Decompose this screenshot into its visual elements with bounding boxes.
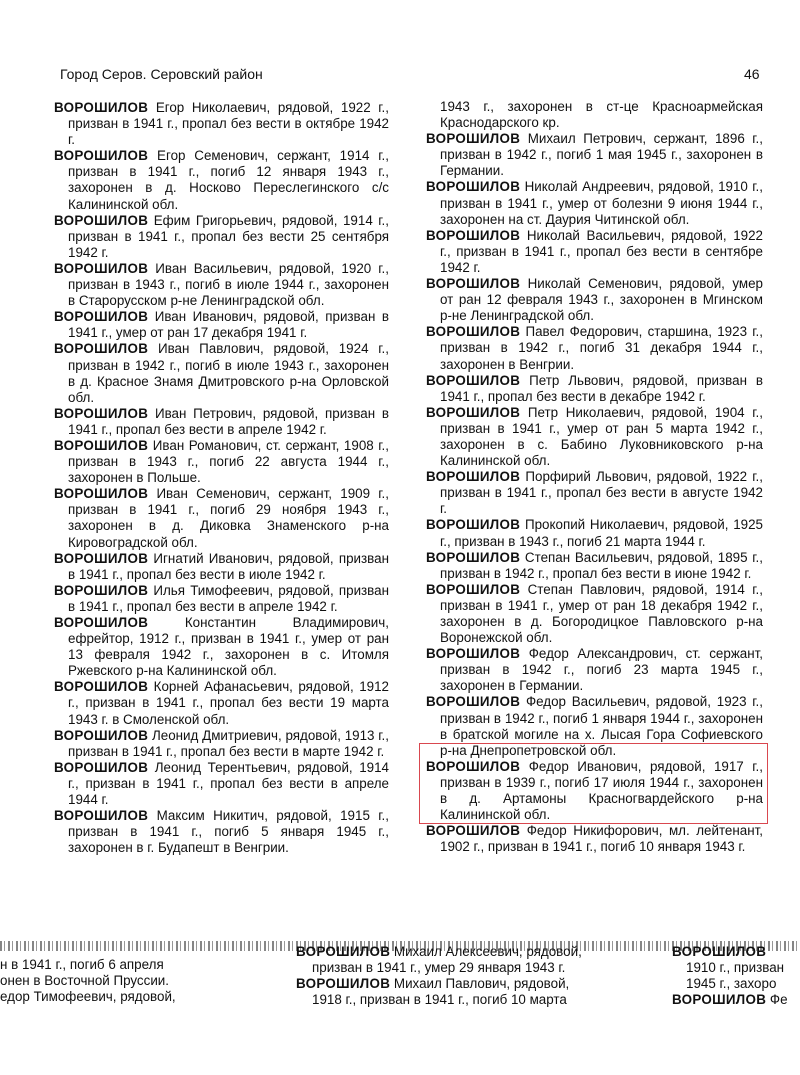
- fragment-line: 1945 г., захоро: [686, 976, 777, 991]
- page-header-title: Город Серов. Серовский район: [60, 66, 263, 82]
- entry: [426, 228, 763, 276]
- fragment-line: онен в Восточной Пруссии.: [0, 973, 170, 988]
- fragment-text: 1918 г., призван в 1941 г., погиб 10 марта: [312, 992, 567, 1007]
- entry-surname: ВОРОШИЛОВ: [54, 100, 149, 115]
- entry: [426, 582, 763, 646]
- entry-surname: ВОРОШИЛОВ: [296, 944, 391, 959]
- fragment-text: Михаил Алексеевич, рядовой,: [393, 944, 582, 959]
- entry: [54, 100, 389, 148]
- entry-surname: ВОРОШИЛОВ: [426, 646, 521, 662]
- entry-text: Порфирий Львович, рядовой, 1922 г., призван в 1941 г., пропал без вести в августе 1942 г.: [440, 469, 763, 517]
- entry-surname: ВОРОШИЛОВ: [54, 212, 149, 228]
- fragment-line: [672, 992, 788, 1008]
- fragment-line: едор Тимофеевич, рядовой,: [0, 989, 176, 1004]
- entry-text: Иван Павлович, рядовой, 1924 г., призван в 1942 г., погиб в июле 1943 г., захоронен в д. Красное Знамя Дмитровского р-на Орловской обл.: [68, 341, 389, 405]
- entry-text: Федор Александрович, ст. сержант, призван в 1942 г., погиб 23 марта 1945 г., захоронен в Германии.: [440, 646, 763, 694]
- entry: [54, 615, 389, 679]
- entry-text: Федор Никифорович, мл. лейтенант, 1902 г., призван в 1941 г., погиб 10 января 1943 г.: [440, 823, 763, 855]
- fragment-text: Михаил Павлович, рядовой,: [393, 976, 570, 991]
- entry-text: Степан Павлович, рядовой, 1914 г., призван в 1941 г., умер от ран 18 декабря 1942 г., захоронен в д. Богородицкое Павловского р-на Воронежской обл.: [440, 581, 763, 646]
- fragment-line: [296, 944, 582, 960]
- entry-surname: ВОРОШИЛОВ: [426, 581, 521, 597]
- entry-surname: ВОРОШИЛОВ: [296, 976, 391, 991]
- entry-text: Ефим Григорьевич, рядовой, 1914 г., призван в 1941 г., пропал без вести 25 сентября 1942 г.: [68, 212, 389, 260]
- entry-surname: ВОРОШИЛОВ: [54, 679, 149, 695]
- right-column: [426, 99, 763, 855]
- bottom-fragment-right: [672, 944, 788, 1008]
- entry-text: Федор Иванович, рядовой, 1917 г., призван в 1939 г., погиб 17 июля 1944 г., захоронен в д. Артамоны Красногвардейского р-на Калининской обл.: [440, 758, 763, 823]
- entry-text: Степан Васильевич, рядовой, 1895 г., призван в 1942 г., пропал без вести в июне 1942 г.: [440, 549, 763, 581]
- entry-continuation: 1943 г., захоронен в ст-це Красноармейская Краснодарского кр.: [440, 99, 763, 131]
- fragment-line: [296, 960, 582, 976]
- entry-surname: ВОРОШИЛОВ: [426, 404, 521, 420]
- entry: [54, 583, 389, 615]
- entry: [54, 309, 389, 341]
- entry-text: Петр Николаевич, рядовой, 1904 г., призван в 1941 г., умер от ран 5 марта 1942 г., захоронен в с. Бабино Луковниковского р-на Калининской обл.: [440, 404, 763, 469]
- entry-surname: ВОРОШИЛОВ: [54, 341, 149, 357]
- entry-surname: ВОРОШИЛОВ: [54, 727, 149, 743]
- entry-text: Леонид Терентьевич, рядовой, 1914 г., призван в 1941 г., пропал без вести в апреле 1944 г.: [68, 759, 389, 808]
- entry-text: Иван Васильевич, рядовой, 1920 г., призван в 1943 г., погиб в июле 1944 г., захоронен в Старорусском р-не Ленинградской обл.: [68, 260, 389, 309]
- entry: [54, 406, 389, 438]
- entry-text: Егор Семенович, сержант, 1914 г., призван в 1941 г., погиб 12 января 1943 г., захоронен в д. Носково Переслегинского с/с Калининской обл.: [68, 148, 389, 212]
- entry-surname: ВОРОШИЛОВ: [54, 550, 149, 566]
- entry-surname: ВОРОШИЛОВ: [54, 148, 149, 164]
- entry-surname: ВОРОШИЛОВ: [54, 260, 149, 276]
- entry: [426, 646, 763, 694]
- entry: [54, 438, 389, 486]
- entry-text: Петр Львович, рядовой, призван в 1941 г., пропал без вести в декабре 1942 г.: [440, 372, 763, 404]
- entry-surname: ВОРОШИЛОВ: [54, 615, 149, 630]
- entry-text: Егор Николаевич, рядовой, 1922 г., призван в 1941 г., пропал без вести в октябре 1942 г.: [68, 100, 389, 148]
- entry-surname: ВОРОШИЛОВ: [54, 309, 149, 325]
- fragment-text: Фе: [769, 992, 788, 1007]
- entry-text: Николай Андреевич, рядовой, 1910 г., призван в 1941 г., умер от болезни 9 июня 1944 г., захоронен на ст. Даурия Читинской обл.: [440, 179, 763, 227]
- entry-surname: ВОРОШИЛОВ: [54, 759, 149, 775]
- bottom-fragment-middle: [296, 944, 582, 1008]
- entry-surname: ВОРОШИЛОВ: [426, 179, 521, 195]
- entry: [54, 213, 389, 261]
- entry: [54, 261, 389, 309]
- entry-text: Игнатий Иванович, рядовой, призван в 1941 г., пропал без вести в июле 1942 г.: [68, 550, 389, 582]
- entry-surname: ВОРОШИЛОВ: [426, 694, 521, 710]
- entry-surname: ВОРОШИЛОВ: [54, 808, 149, 824]
- entry: [54, 808, 389, 856]
- entry-text: Павел Федорович, старшина, 1923 г., призван в 1942 г., погиб 31 декабря 1944 г., захоронен в Венгрии.: [440, 324, 763, 372]
- entry: [54, 486, 389, 550]
- entry-text: Константин Владимирович, ефрейтор, 1912 г., призван в 1941 г., умер от ран 13 февраля 1942 г., захоронен в с. Итомля Ржевского р-на Калининской обл.: [68, 615, 389, 679]
- entry-surname: ВОРОШИЛОВ: [426, 372, 521, 388]
- entry: [426, 550, 763, 582]
- entry-surname: ВОРОШИЛОВ: [426, 549, 521, 565]
- entry-text: Иван Семенович, сержант, 1909 г., призван в 1941 г., погиб 29 ноября 1943 г., захоронен в д. Диковка Знаменского р-на Кировоградской обл.: [68, 486, 389, 550]
- fragment-line: [296, 976, 582, 992]
- entry: [54, 679, 389, 727]
- entry-text: Корней Афанасьевич, рядовой, 1912 г., призван в 1941 г., пропал без вести 19 марта 1943 г. в Смоленской обл.: [68, 679, 389, 727]
- entry: [54, 551, 389, 583]
- entry: [426, 405, 763, 469]
- entry-surname: ВОРОШИЛОВ: [426, 324, 521, 340]
- fragment-text: призван в 1941 г., умер 29 января 1943 г.: [312, 960, 566, 975]
- fragment-line: [672, 944, 788, 960]
- entry: [54, 728, 389, 760]
- entry-text: Илья Тимофеевич, рядовой, призван в 1941 г., пропал без вести в апреле 1942 г.: [68, 582, 389, 614]
- entry-surname: ВОРОШИЛОВ: [54, 405, 149, 421]
- entry-text: Леонид Дмитриевич, рядовой, 1913 г., призван в 1941 г., пропал без вести в марте 1942 г.: [68, 727, 389, 759]
- highlight-box: [419, 743, 768, 824]
- entry-surname: ВОРОШИЛОВ: [426, 758, 521, 774]
- entry-surname: ВОРОШИЛОВ: [672, 944, 767, 959]
- entry-text: Михаил Петрович, сержант, 1896 г., призван в 1942 г., погиб 1 мая 1945 г., захоронен в Германии.: [440, 131, 763, 179]
- entry-surname: ВОРОШИЛОВ: [54, 486, 149, 502]
- entry: [426, 517, 763, 549]
- entry-text: Иван Петрович, рядовой, призван в 1941 г., пропал без вести в апреле 1942 г.: [68, 405, 389, 437]
- entry-surname: ВОРОШИЛОВ: [426, 823, 521, 839]
- entry: [426, 276, 763, 324]
- entry-text: Максим Никитич, рядовой, 1915 г., призван в 1941 г., погиб 5 января 1945 г., захоронен в г. Будапешт в Венгрии.: [68, 808, 389, 856]
- entry-surname: ВОРОШИЛОВ: [54, 437, 149, 453]
- entry-text: Иван Иванович, рядовой, призван в 1941 г., умер от ран 17 декабря 1941 г.: [68, 309, 389, 341]
- fragment-line: 1910 г., призван: [686, 960, 785, 975]
- entry-text: Николай Васильевич, рядовой, 1922 г., призван в 1941 г., пропал без вести в сентябре 1942 г.: [440, 227, 763, 275]
- entry-surname: ВОРОШИЛОВ: [426, 131, 521, 147]
- bottom-fragment-left: [0, 957, 176, 1005]
- entry: [426, 469, 763, 517]
- entry-text: Федор Васильевич, рядовой, 1923 г., призван в 1942 г., погиб 1 января 1944 г., захоронен в братской могиле на х. Лысая Гора Софиевского р-на Днепропетровской обл.: [440, 694, 763, 758]
- entry: [426, 324, 763, 372]
- fragment-line: н в 1941 г., погиб 6 апреля: [0, 957, 164, 972]
- entry-surname: ВОРОШИЛОВ: [426, 469, 521, 485]
- entry: [54, 341, 389, 405]
- entry-text: Иван Романович, ст. сержант, 1908 г., призван в 1943 г., погиб 22 августа 1944 г., захоронен в Польше.: [68, 437, 389, 486]
- entry: [54, 148, 389, 212]
- entry-surname: ВОРОШИЛОВ: [426, 276, 521, 292]
- page-number: 46: [744, 66, 760, 82]
- entry: [54, 760, 389, 808]
- fragment-line: [296, 992, 582, 1008]
- entry-surname: ВОРОШИЛОВ: [672, 992, 767, 1007]
- left-column: [54, 100, 389, 856]
- entry-surname: ВОРОШИЛОВ: [54, 582, 149, 598]
- entry: [426, 179, 763, 227]
- entry-surname: ВОРОШИЛОВ: [426, 227, 521, 243]
- entry-text: Прокопий Николаевич, рядовой, 1925 г., призван в 1943 г., погиб 21 марта 1944 г.: [440, 517, 763, 549]
- entry-surname: ВОРОШИЛОВ: [426, 517, 521, 533]
- entry: [426, 823, 763, 855]
- entry-text: Николай Семенович, рядовой, умер от ран 12 февраля 1943 г., захоронен в Мгинском р-не Ленинградской обл.: [440, 276, 763, 324]
- entry: [426, 131, 763, 179]
- entry: [426, 373, 763, 405]
